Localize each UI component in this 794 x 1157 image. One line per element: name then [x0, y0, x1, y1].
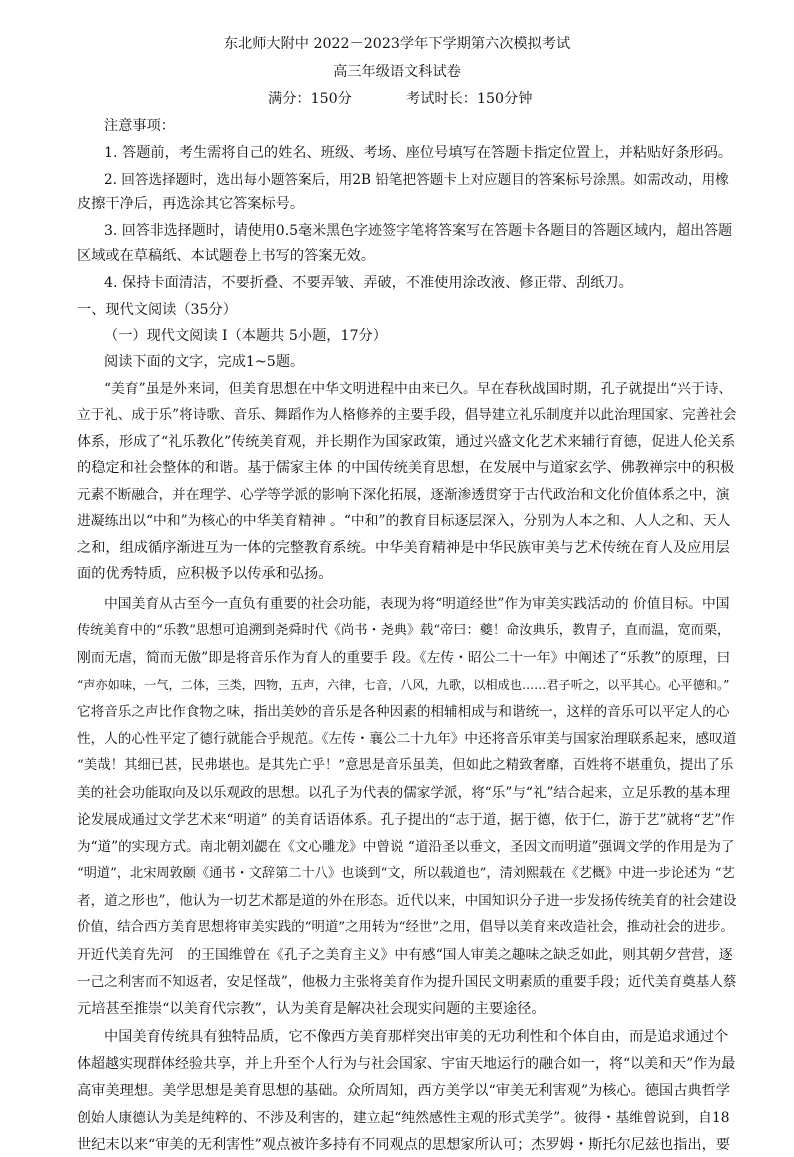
passage-line: “美哉！其细已甚，民弗堪也。是其先亡乎！”意思是音乐虽美，但如此之精致奢靡，百姓将不堪重负，提出了乐 [77, 758, 734, 773]
passage-line: 面的优秀特质，应积极予以传承和弘扬。 [77, 566, 333, 582]
passage-line: 元培甚至推崇“以美育代宗教”，认为美育是解决社会现实问题的主要途径。 [77, 1001, 546, 1017]
passage-line: 性，人的心性平定了德行就能合乎规范。《左传・襄公二十九年》中还将音乐审美与国家治理联系起来，感叹道 [77, 731, 737, 747]
passage-line: 立于礼、成于乐”将诗歌、音乐、舞蹈作为人格修养的主要手段，倡导建立礼乐制度并以此治理国家、完善社会 [77, 407, 737, 423]
notes-heading: 注意事项： [104, 118, 175, 134]
passage-line: 开近代美育先河 的王国维曾在《孔子之美育主义》中有感“国人审美之趣味之缺乏如此，则其朝夕营营，逐 [77, 947, 733, 963]
passage-line: 传统美育中的“乐教”思想可追溯到尧舜时代《尚书・尧典》载“帝曰：夔！命汝典乐，教胄子，直而温，宽而栗， [77, 623, 731, 638]
passage-line: 价值，结合西方美育思想将审美实践的“明道”之用转为“经世”之用，倡导以美育来改造社会，推动社会的进步。 [77, 920, 734, 935]
passage-line: 论发展成通过文学艺术来“明道” 的美育话语体系。孔子提出的“志于道，据于德，依于仁，游于艺”就将“艺”作 [77, 812, 735, 828]
note-line: 4. 保持卡面清洁，不要折叠、不要弄皱、弄破，不准使用涂改液、修正带、刮纸刀。 [104, 275, 633, 291]
subsection-heading: （一）现代文阅读 Ⅰ（本题共 5小题，17分） [104, 328, 387, 344]
passage-line: 世纪末以来“审美的无利害性”观点被许多持有不同观点的思想家所认可；杰罗姆・斯托尔尼兹也指出，要 [77, 1137, 730, 1153]
section-heading: 一、现代文阅读（35分） [77, 302, 237, 318]
passage-line: 中国美育传统具有独特品质，它不像西方美育那样突出审美的无功利性和个体自由，而是追求通过个 [104, 1029, 729, 1045]
reading-instruction: 阅读下面的文字，完成1~5题。 [104, 354, 305, 370]
passage-line: 的稳定和社会整体的和谐。基于儒家主体 的中国传统美育思想，在发展中与道家玄学、佛教禅宗中的积极 [77, 460, 735, 476]
passage-line: 它将音乐之声比作食物之味，指出美妙的音乐是各种因素的相辅相成与和谐统一，这样的音乐可以平定人的心 [77, 704, 730, 720]
passage-line: “明道”，北宋周敦颐《通书・文辞第二十八》也谈到“文，所以载道也”，清刘熙载在《艺概》中进一步论述为 “艺 [77, 866, 735, 881]
passage-line: 为“道”的实现方式。南北朝刘勰在《文心雕龙》中曾说 “道沿圣以垂文，圣因文而明道”强调文学的作用是为了 [77, 839, 735, 855]
exam-subtitle: 高三年级语文科试卷 [333, 64, 461, 80]
passage-line: 高审美理想。美学思想是美育思想的基础。众所周知，西方美学以“审美无利害观”为核心。德国古典哲学 [77, 1083, 730, 1099]
passage-line: “声亦如味，一气，二体，三类，四物，五声，六律，七音，八风，九歌，以相成也……君子听之，以平其心。心平德和。” [77, 678, 730, 692]
note-line: 区域或在草稿纸、本试题卷上书写的答案无效。 [77, 248, 375, 264]
exam-title: 东北师大附中 2022－2023学年下学期第六次模拟考试 [223, 36, 571, 52]
note-line: 3. 回答非选择题时，请使用0.5毫米黑色字迹签字笔将答案写在答题卡各题目的答题区域内，超出答题 [104, 223, 733, 239]
passage-line: “美育”虽是外来词，但美育思想在中华文明进程中由来已久。早在春秋战国时期，孔子就提出“兴于诗、 [104, 381, 733, 397]
note-line: 1. 答题前，考生需将自己的姓名、班级、考场、座位号填写在答题卡指定位置上，并粘贴好条形码。 [104, 145, 733, 161]
passage-line: 进凝练出以“中和”为核心的中华美育精神 。“中和”的教育目标逐层深入，分别为人本之和、人人之和、天人 [77, 513, 731, 529]
passage-line: 美的社会功能取向及以乐观政的思想。以孔子为代表的儒家学派，将“乐”与“礼”结合起来，立足乐教的基本理 [77, 785, 731, 801]
passage-line: 一己之利害而不知返者，安足怪哉”，他极力主张将美育作为提升国民文明素质的重要手段；近代美育奠基人蔡 [77, 974, 737, 990]
time-info: 考试时长：150分钟 [406, 91, 533, 107]
passage-line: 者，道之形也”，他认为一切艺术都是道的外在形态。近代以来，中国知识分子进一步发扬传统美育的社会建设 [77, 893, 737, 909]
passage-line: 刚而无虐，简而无傲”即是将音乐作为育人的重要手 段。《左传・昭公二十一年》中阐述了“乐教”的原理，曰 [77, 650, 731, 666]
passage-line: 中国美育从古至今一直负有重要的社会功能，表现为将“明道经世”作为审美实践活动的 价值目标。中国 [104, 596, 730, 612]
note-line: 皮擦干净后，再选涂其它答案标号。 [77, 196, 305, 212]
note-line: 2. 回答选择题时，选出每小题答案后，用2B 铅笔把答题卡上对应题目的答案标号涂黑。如需改动，用橡 [104, 172, 729, 188]
passage-line: 体系，形成了“礼乐教化”传统美育观，并长期作为国家政策，通过兴盛文化艺术来辅行育德，促进人伦关系 [77, 434, 736, 450]
passage-line: 创始人康德认为美是纯粹的、不涉及利害的，建立起“纯然感性主观的形式美学”。彼得・基维曾说到，自18 [77, 1110, 730, 1126]
passage-line: 元素不断融合，并在理学、心学等学派的影响下深化拓展，逐渐渗透贯穿于古代政治和文化价值体系之中，演 [77, 487, 730, 503]
score-info: 满分：150分 [268, 91, 352, 107]
passage-line: 体超越实现群体经验共享，并上升至个人行为与社会国家、宇宙天地运行的融合如一，将“以美和天”作为最 [77, 1056, 736, 1072]
passage-line: 之和，组成循序渐进互为一体的完整教育系统。中华美育精神是中华民族审美与艺术传统在育人及应用层 [77, 540, 730, 556]
